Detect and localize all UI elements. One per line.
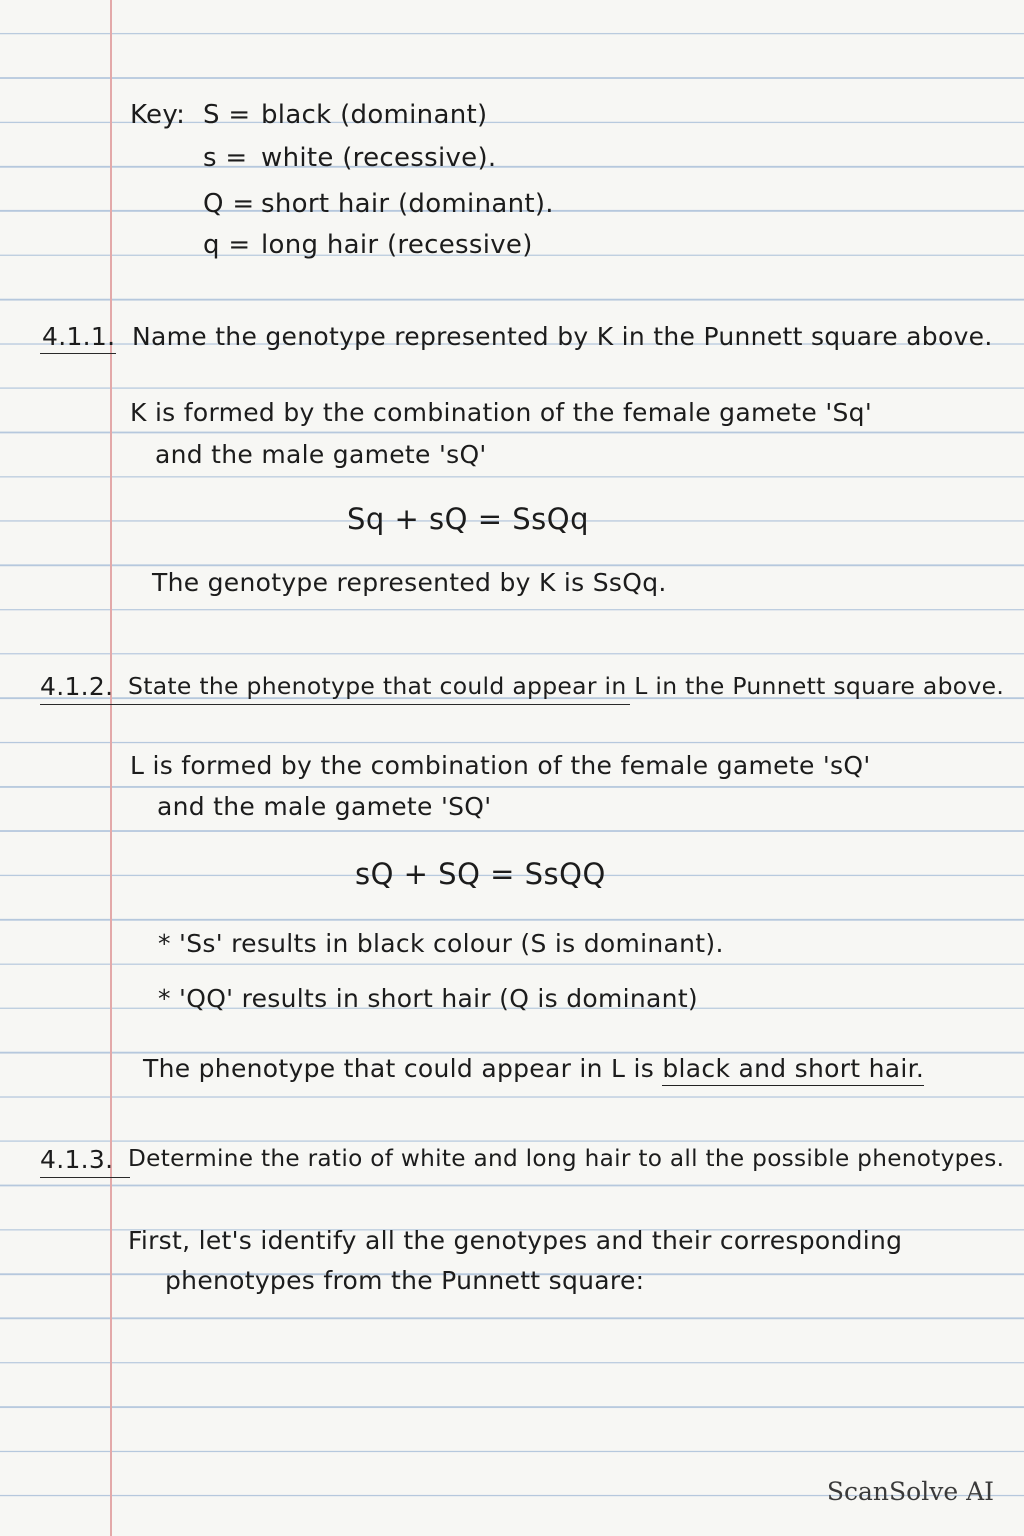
question-underline <box>40 704 630 705</box>
key-row <box>203 230 533 260</box>
bullet-point: * 'QQ' results in short hair (Q is dominant) <box>158 984 698 1013</box>
genotype-equation: sQ + SQ = SsQQ <box>355 857 606 891</box>
explanation-line: and the male gamete 'SQ' <box>157 792 492 821</box>
key-label: Key: <box>130 100 186 130</box>
question-number: 4.1.3. <box>40 1145 114 1174</box>
key-row <box>203 143 496 173</box>
explanation-line: L is formed by the combination of the female gamete 'sQ' <box>130 751 871 780</box>
key-row <box>203 189 554 219</box>
scansolve-watermark: ScanSolve AI <box>826 1477 994 1506</box>
question-text: Name the genotype represented by K in the Punnett square above. <box>132 322 993 351</box>
question-number-underline <box>40 353 116 354</box>
key-meaning: black (dominant) <box>261 100 488 130</box>
explanation-line: phenotypes from the Punnett square: <box>165 1266 645 1295</box>
explanation-line: First, let's identify all the genotypes and their corresponding <box>128 1226 903 1255</box>
answer-prefix: The phenotype that could appear in L is <box>143 1054 655 1083</box>
explanation-line: K is formed by the combination of the female gamete 'Sq' <box>130 398 873 427</box>
bullet-point: * 'Ss' results in black colour (S is dominant). <box>158 929 724 958</box>
genotype-equation: Sq + sQ = SsQq <box>347 502 589 536</box>
key-row <box>203 100 487 130</box>
key-meaning: short hair (dominant). <box>261 189 554 219</box>
key-symbol: Q = <box>203 189 255 219</box>
explanation-line: and the male gamete 'sQ' <box>155 440 487 469</box>
question-text: State the phenotype that could appear in L in the Punnett square above. <box>128 672 1005 700</box>
question-number: 4.1.1. <box>42 322 116 351</box>
key-symbol: s = <box>203 143 248 173</box>
question-text: Determine the ratio of white and long hair to all the possible phenotypes. <box>128 1145 1005 1172</box>
answer-text: The genotype represented by K is SsQq. <box>152 568 667 597</box>
page-margin-line <box>110 0 112 1536</box>
key-symbol: q = <box>203 230 251 260</box>
key-meaning: white (recessive). <box>261 143 497 173</box>
answer-value: black and short hair. <box>662 1054 924 1086</box>
key-symbol: S = <box>203 100 251 130</box>
question-number-underline <box>40 1177 130 1178</box>
question-number: 4.1.2. <box>40 672 114 701</box>
answer-text <box>143 1054 924 1083</box>
key-meaning: long hair (recessive) <box>261 230 533 260</box>
